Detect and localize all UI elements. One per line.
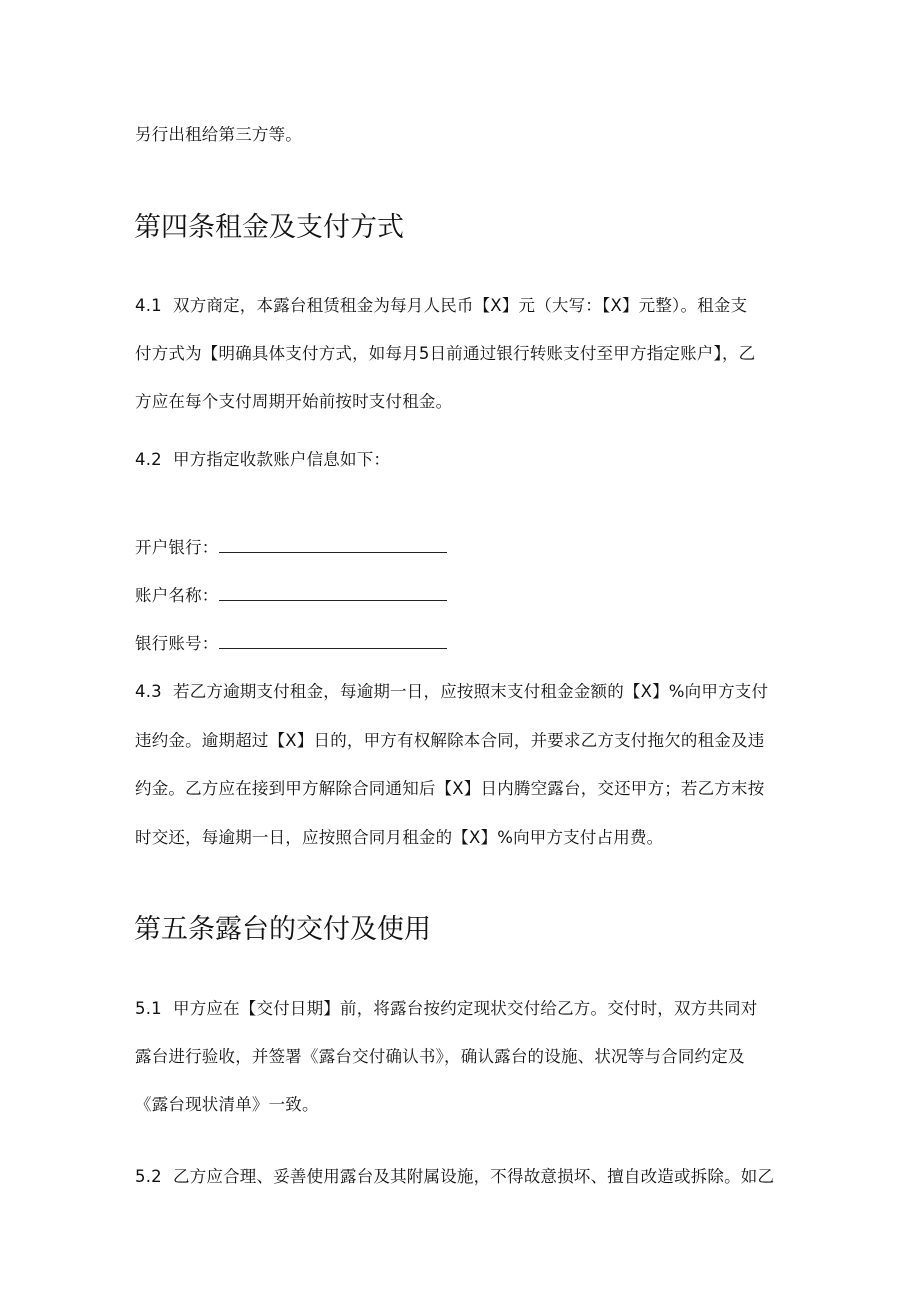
account-number-blank[interactable] xyxy=(219,634,447,649)
field-label: 开户银行： xyxy=(135,538,219,557)
clause-number: 4.3 xyxy=(135,682,162,701)
account-number-field xyxy=(135,634,447,654)
account-name-field xyxy=(135,586,447,606)
clause-4-1-line: 付方式为【明确具体支付方式，如每月5日前通过银行转账支付至甲方指定账户】，乙 xyxy=(135,344,756,363)
clause-5-1-line: 《露台现状清单》一致。 xyxy=(135,1095,319,1114)
section-5-heading: 第五条露台的交付及使用 xyxy=(134,914,431,945)
clause-text: 若乙方逾期支付租金，每逾期一日，应按照末支付租金金额的【X】%向甲方支付 xyxy=(173,682,769,701)
section-4-heading: 第四条租金及支付方式 xyxy=(134,212,404,243)
clause-4-3-line: 时交还，每逾期一日，应按照合同月租金的【X】%向甲方支付占用费。 xyxy=(135,828,664,847)
field-label: 银行账号： xyxy=(135,634,219,653)
clause-5-2-line xyxy=(135,1167,774,1187)
field-label: 账户名称： xyxy=(135,586,219,605)
clause-text: 乙方应合理、妥善使用露台及其附属设施，不得故意损坏、擅自改造或拆除。如乙 xyxy=(173,1167,775,1186)
bank-name-field xyxy=(135,538,447,558)
clause-text: 甲方应在【交付日期】前，将露台按约定现状交付给乙方。交付时，双方共同对 xyxy=(173,999,758,1018)
clause-4-2-line xyxy=(135,450,390,470)
clause-number: 5.1 xyxy=(135,999,162,1018)
clause-number: 4.2 xyxy=(135,450,162,469)
clause-4-3-line: 约金。乙方应在接到甲方解除合同通知后【X】日内腾空露台，交还甲方；若乙方末按 xyxy=(135,779,765,798)
bank-name-blank[interactable] xyxy=(219,538,447,553)
paragraph-continuation: 另行出租给第三方等。 xyxy=(135,125,302,144)
clause-5-1-line: 露台进行验收，并签署《露台交付确认书》，确认露台的设施、状况等与合同约定及 xyxy=(135,1047,745,1066)
clause-5-1-line xyxy=(135,999,758,1019)
clause-number: 4.1 xyxy=(135,296,162,315)
clause-text: 甲方指定收款账户信息如下： xyxy=(173,450,391,469)
clause-4-1-line xyxy=(135,296,747,316)
clause-4-1-line: 方应在每个支付周期开始前按时支付租金。 xyxy=(135,392,453,411)
clause-number: 5.2 xyxy=(135,1167,162,1186)
clause-4-3-line: 违约金。逾期超过【X】日的，甲方有权解除本合同，并要求乙方支付拖欠的租金及违 xyxy=(135,731,765,750)
account-name-blank[interactable] xyxy=(219,586,447,601)
clause-text: 双方商定，本露台租赁租金为每月人民币【X】元（大写：【X】元整）。租金支 xyxy=(173,296,748,315)
clause-4-3-line xyxy=(135,682,768,702)
